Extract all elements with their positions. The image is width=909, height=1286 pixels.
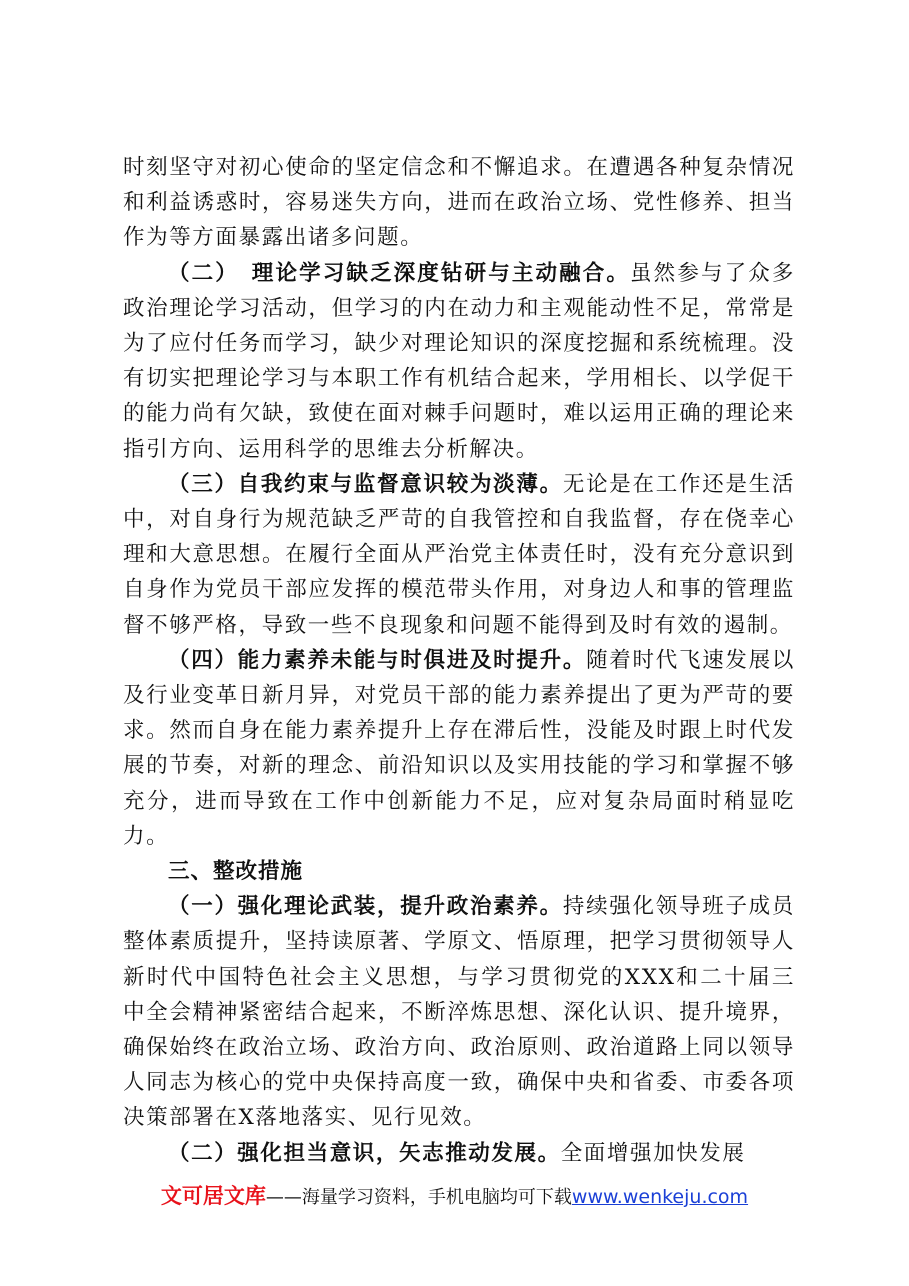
document-body (123, 150, 795, 1171)
paragraph-self-discipline (123, 467, 795, 643)
paragraph-lead: （二） 理论学习缺乏深度钻研与主动融合。 (168, 260, 631, 286)
paragraph-lead: （四）能力素养未能与时俱进及时提升。 (168, 647, 587, 673)
paragraph-text: 无论是在工作还是生活中，对自身行为规范缺乏严苛的自我管控和自我监督，存在侥幸心理和大意思想。在履行全面从严治党主体责任时，没有充分意识到自身作为党员干部应发挥的模范带头作用，对身边人和事的管理监督不够严格，导致一些不良现象和问题不能得到及时有效的遏制。 (123, 471, 795, 638)
paragraph-ability (123, 643, 795, 854)
paragraph-text: 随着时代飞速发展以及行业变革日新月异，对党员干部的能力素养提出了更为严苛的要求。然而自身在能力素养提升上存在滞后性，没能及时跟上时代发展的节奏，对新的理念、前沿知识以及实用技能的学习和掌握不够充分，进而导致在工作中创新能力不足，应对复杂局面时稍显吃力。 (123, 647, 795, 849)
footer-brand: 文可居文库 (160, 1184, 266, 1208)
paragraph-lead: （一）强化理论武装，提升政治素养。 (168, 894, 563, 920)
page-footer (0, 1180, 909, 1210)
paragraph-text: 持续强化领导班子成员整体素质提升，坚持读原著、学原文、悟原理，把学习贯彻领导人新时代中国特色社会主义思想，与学习贯彻党的XXX和二十届三中全会精神紧密结合起来，不断淬炼思想、深化认识、提升境界，确保始终在政治立场、政治方向、政治原则、政治道路上同以领导人同志为核心的党中央保持高度一致，确保中央和省委、市委各项决策部署在X落地落实、见行见效。 (123, 894, 795, 1131)
paragraph-text: 虽然参与了众多政治理论学习活动，但学习的内在动力和主观能动性不足，常常是为了应付任务而学习，缺少对理论知识的深度挖掘和系统梳理。没有切实把理论学习与本职工作有机结合起来，学用相长、以学促干的能力尚有欠缺，致使在面对棘手问题时，难以运用正确的理论来指引方向、运用科学的思维去分析解决。 (123, 260, 795, 462)
paragraph-lead: （三）自我约束与监督意识较为淡薄。 (168, 471, 563, 497)
paragraph-theory-arming (123, 889, 795, 1135)
paragraph-theory-study (123, 256, 795, 467)
paragraph-text: 全面增强加快发展 (560, 1140, 746, 1166)
section-heading: 三、整改措施 (168, 859, 304, 885)
paragraph-text: 时刻坚守对初心使命的坚定信念和不懈追求。在遭遇各种复杂情况和利益诱惑时，容易迷失方向，进而在政治立场、党性修养、担当作为等方面暴露出诸多问题。 (123, 155, 795, 251)
paragraph-responsibility (123, 1136, 795, 1171)
paragraph-lead: （二）强化担当意识，矢志推动发展。 (168, 1140, 561, 1166)
footer-link[interactable]: www.wenkeju.com (571, 1186, 749, 1208)
paragraph-continuation (123, 150, 795, 256)
footer-slogan: ——海量学习资料，手机电脑均可下载 (265, 1187, 572, 1208)
